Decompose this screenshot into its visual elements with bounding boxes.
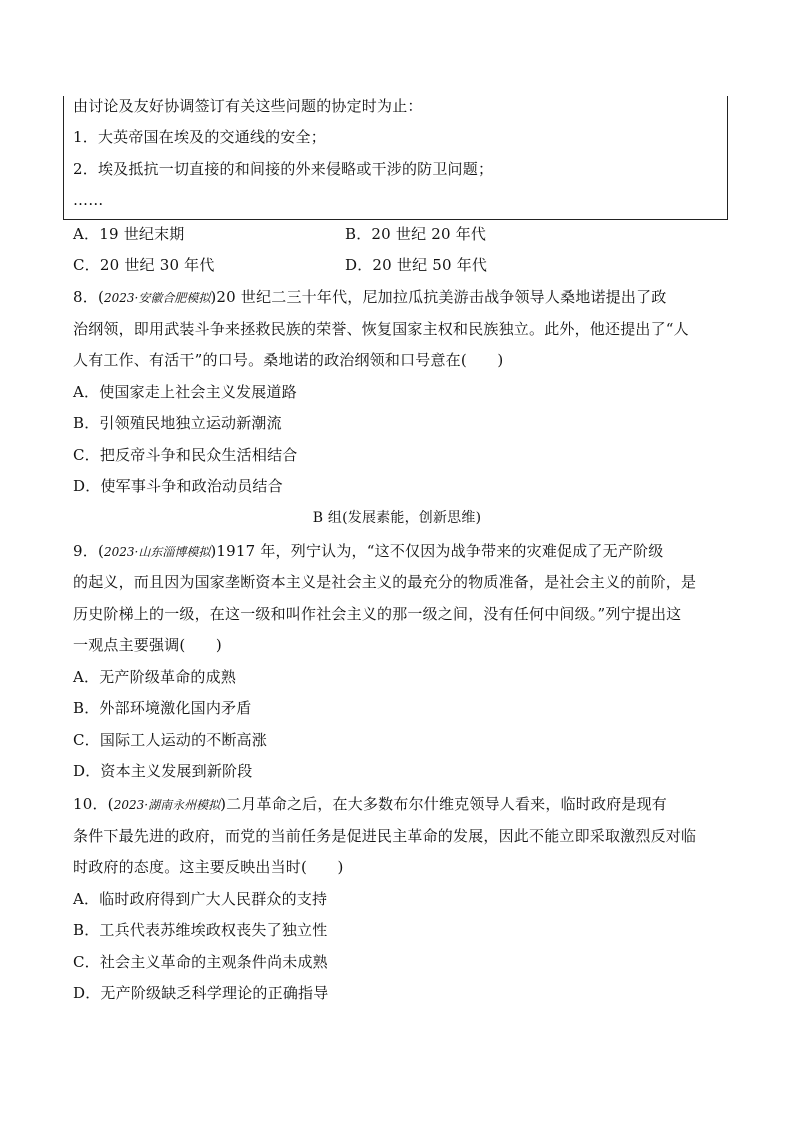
q9-option-c: C．国际工人运动的不断高涨: [73, 731, 268, 749]
q9-option-d: D．资本主义发展到新阶段: [73, 762, 253, 780]
q9-stem-line: 9．(2023·山东淄博模拟)1917 年，列宁认为，“这不仅因为战争带来的灾难促成了无产阶级: [73, 542, 664, 560]
q9-source: 2023·山东淄博模拟: [104, 545, 211, 559]
q8-option-c: C．把反帝斗争和民众生活相结合: [73, 446, 298, 464]
q8-option-a: A．使国家走上社会主义发展道路: [73, 383, 297, 401]
q9-option-b: B．外部环境激化国内矛盾: [73, 699, 252, 717]
q10-option-d: D．无产阶级缺乏科学理论的正确指导: [73, 984, 329, 1002]
q7-option-d: D．20 世纪 50 年代: [345, 256, 488, 274]
quote-line: 2．埃及抵抗一切直接的和间接的外来侵略或干涉的防卫问题；: [73, 160, 494, 178]
q7-option-c: C．20 世纪 30 年代: [73, 256, 215, 274]
q8-number: 8．(: [73, 288, 104, 306]
q9-stem-line: 的起义，而且因为国家垄断资本主义是社会主义的最充分的物质准备，是社会主义的前阶，是: [73, 573, 697, 591]
q10-option-c: C．社会主义革命的主观条件尚未成熟: [73, 953, 328, 971]
q8-option-d: D．使军事斗争和政治动员结合: [73, 477, 283, 495]
q10-source: 2023·湖南永州模拟: [113, 798, 221, 812]
quote-line: 1．大英帝国在埃及的交通线的安全；: [73, 128, 326, 146]
q9-option-a: A．无产阶级革命的成熟: [73, 668, 237, 686]
q9-stem-line: 历史阶梯上的一级，在这一级和叫作社会主义的那一级之间，没有任何中间级。”列宁提出这: [73, 605, 682, 623]
q10-option-b: B．工兵代表苏维埃政权丧失了独立性: [73, 921, 328, 939]
quote-line: 由讨论及友好协调签订有关这些问题的协定时为止：: [73, 97, 423, 115]
q8-stem-line: 治纲领，即用武装斗争来拯救民族的荣誉、恢复国家主权和民族独立。此外，他还提出了“人: [73, 320, 689, 338]
q10-stem-line: 时政府的态度。这主要反映出当时( ): [73, 858, 344, 876]
q8-source: 2023·安徽合肥模拟: [104, 291, 211, 305]
section-heading-b: B 组(发展素能，创新思维): [312, 510, 482, 526]
q9-stem-line: 一观点主要强调( ): [73, 636, 222, 654]
q8-stem-line: 8．(2023·安徽合肥模拟)20 世纪二三十年代，尼加拉瓜抗美游击战争领导人桑地诺提出了政: [73, 288, 667, 306]
q7-option-a: A．19 世纪末期: [73, 225, 185, 243]
quote-ellipsis: ……: [73, 191, 104, 209]
q8-stem-line: 人有工作、有活干”的口号。桑地诺的政治纲领和口号意在( ): [73, 351, 504, 369]
q7-option-b: B．20 世纪 20 年代: [345, 225, 487, 243]
q10-stem-line: 条件下最先进的政府，而党的当前任务是促进民主革命的发展，因此不能立即采取激烈反对临: [73, 827, 697, 845]
q9-number: 9．(: [73, 542, 104, 560]
q10-stem-line: 10．(2023·湖南永州模拟)二月革命之后，在大多数布尔什维克领导人看来，临时政府是现有: [73, 795, 667, 813]
q10-number: 10．(: [73, 795, 114, 813]
q10-option-a: A．临时政府得到广大人民群众的支持: [73, 890, 328, 908]
q8-option-b: B．引领殖民地独立运动新潮流: [73, 414, 282, 432]
